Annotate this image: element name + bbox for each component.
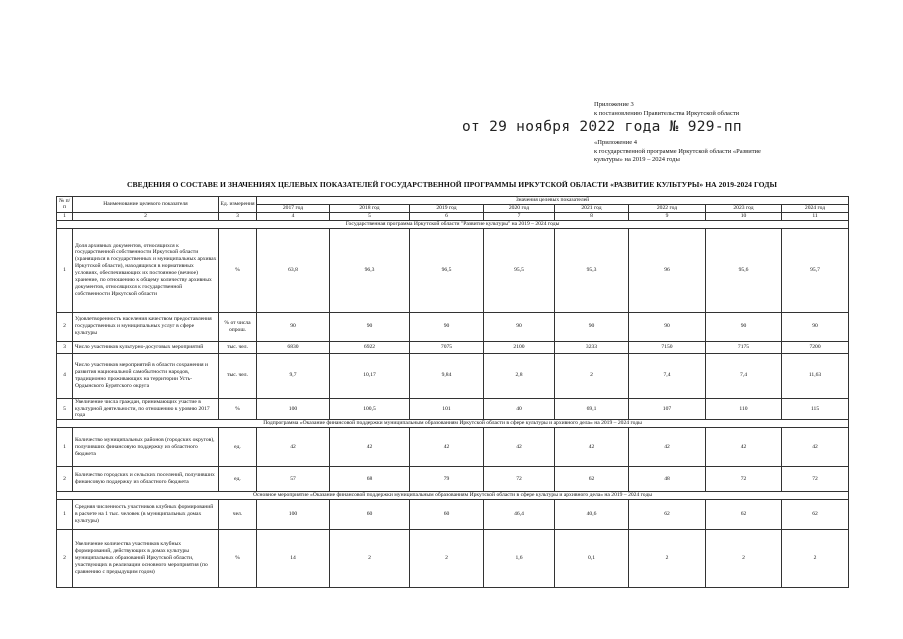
value-cell: 9,84	[410, 353, 484, 398]
value-cell: 100	[257, 500, 330, 530]
unit-cell: тыс. чел.	[219, 341, 257, 353]
appendix-line: Приложение 3	[594, 101, 634, 108]
row-number: 1	[57, 228, 73, 312]
indicator-name: Удовлетворенность населения качеством предоставления государственных и муниципальных услуг в сфере культуры	[73, 312, 219, 341]
value-cell: 42	[257, 428, 330, 467]
row-number: 2	[57, 530, 73, 588]
appendix-line: культуры» на 2019 – 2024 годы	[594, 156, 680, 164]
value-cell: 2	[330, 530, 410, 588]
column-number: 2	[73, 212, 219, 220]
section-title: Подпрограмма «Оказание финансовой поддержки муниципальным образованиям Иркутской области в сфере культуры и архивного дела» на 2019 – 2024 годы	[57, 420, 849, 428]
indicator-name: Число участников мероприятий в области сохранения и развития национальной самобытности народов, традиционно проживающих на территории Усть-Ордынского Бурятского округа	[73, 353, 219, 398]
table-row	[57, 312, 849, 341]
value-cell: 57	[257, 467, 330, 492]
value-cell: 42	[782, 428, 849, 467]
value-cell: 9,7	[257, 353, 330, 398]
value-cell: 63,8	[257, 228, 330, 312]
value-cell: 7,4	[706, 353, 782, 398]
value-cell: 62	[706, 500, 782, 530]
value-cell: 101	[410, 398, 484, 420]
value-cell: 110	[706, 398, 782, 420]
value-cell: 7075	[410, 341, 484, 353]
row-number: 4	[57, 353, 73, 398]
section-title: Основное мероприятие «Оказание финансовой поддержки муниципальным образованиям Иркутской области в сфере культуры и архивного дела» на 2019 – 2024 годы	[57, 492, 849, 500]
value-cell: 90	[629, 312, 706, 341]
unit-cell: %	[219, 530, 257, 588]
table-row	[57, 341, 849, 353]
value-cell: 2,8	[484, 353, 555, 398]
unit-cell: %	[219, 228, 257, 312]
value-cell: 46,4	[484, 500, 555, 530]
value-cell: 7175	[706, 341, 782, 353]
value-cell: 2	[555, 353, 629, 398]
value-cell: 42	[410, 428, 484, 467]
value-cell: 79	[410, 467, 484, 492]
value-cell: 2	[706, 530, 782, 588]
col-header-values: Значения целевых показателей	[257, 197, 849, 205]
value-cell: 3233	[555, 341, 629, 353]
value-cell: 90	[257, 312, 330, 341]
value-cell: 72	[484, 467, 555, 492]
value-cell: 6830	[257, 341, 330, 353]
year-header: 2022 год	[629, 204, 706, 212]
value-cell: 42	[555, 428, 629, 467]
table-row	[57, 398, 849, 420]
unit-cell: чел.	[219, 500, 257, 530]
value-cell: 95,7	[782, 228, 849, 312]
column-number: 9	[629, 212, 706, 220]
value-cell: 95,6	[706, 228, 782, 312]
year-header: 2019 год	[410, 204, 484, 212]
value-cell: 68	[330, 467, 410, 492]
value-cell: 7150	[629, 341, 706, 353]
document-title: СВЕДЕНИЯ О СОСТАВЕ И ЗНАЧЕНИЯХ ЦЕЛЕВЫХ ПОКАЗАТЕЛЕЙ ГОСУДАРСТВЕННОЙ ПРОГРАММЫ ИРКУТСКОЙ ОБЛАСТИ «РАЗВИТИЕ КУЛЬТУРЫ» НА 2019-2024 ГОДЫ	[126, 180, 778, 189]
value-cell: 42	[629, 428, 706, 467]
value-cell: 42	[484, 428, 555, 467]
value-cell: 14	[257, 530, 330, 588]
value-cell: 10,17	[330, 353, 410, 398]
column-number: 1	[57, 212, 73, 220]
appendix-line: к постановлению Правительства Иркутской области	[594, 109, 740, 117]
row-number: 2	[57, 467, 73, 492]
column-number: 11	[782, 212, 849, 220]
value-cell: 107	[629, 398, 706, 420]
year-header: 2023 год	[706, 204, 782, 212]
value-cell: 40	[484, 398, 555, 420]
column-number: 3	[219, 212, 257, 220]
row-number: 5	[57, 398, 73, 420]
table-row	[57, 467, 849, 492]
year-header: 2021 год	[555, 204, 629, 212]
unit-cell: ед.	[219, 428, 257, 467]
section-header-row	[57, 420, 849, 428]
unit-cell: %	[219, 398, 257, 420]
value-cell: 90	[484, 312, 555, 341]
col-header-num: № п/п	[57, 197, 73, 213]
unit-cell: % от числа опрош.	[219, 312, 257, 341]
value-cell: 96,5	[410, 228, 484, 312]
indicator-name: Увеличение числа граждан, принимающих участие в культурной деятельности, по отношению к уровню 2017 года	[73, 398, 219, 420]
table-row	[57, 500, 849, 530]
value-cell: 0,1	[555, 530, 629, 588]
value-cell: 1,6	[484, 530, 555, 588]
table-body	[57, 220, 849, 587]
value-cell: 69,1	[555, 398, 629, 420]
table-row	[57, 228, 849, 312]
value-cell: 62	[555, 467, 629, 492]
value-cell: 96	[629, 228, 706, 312]
value-cell: 6922	[330, 341, 410, 353]
indicator-name: Число участников культурно-досуговых мероприятий	[73, 341, 219, 353]
value-cell: 90	[782, 312, 849, 341]
column-number: 7	[484, 212, 555, 220]
value-cell: 95,5	[484, 228, 555, 312]
value-cell: 2	[629, 530, 706, 588]
year-header: 2017 год	[257, 204, 330, 212]
indicator-name: Количество городских и сельских поселений, получивших финансовую поддержку из областного бюджета	[73, 467, 219, 492]
value-cell: 60	[410, 500, 484, 530]
row-number: 1	[57, 428, 73, 467]
value-cell: 60	[330, 500, 410, 530]
column-numbers-row	[57, 212, 849, 220]
section-title: Государственная программа Иркутской области "Развитие культуры" на 2019 – 2024 годы	[57, 220, 849, 228]
table-row	[57, 530, 849, 588]
value-cell: 100	[257, 398, 330, 420]
unit-cell: тыс. чел.	[219, 353, 257, 398]
value-cell: 42	[706, 428, 782, 467]
value-cell: 96,3	[330, 228, 410, 312]
row-number: 3	[57, 341, 73, 353]
unit-cell: ед.	[219, 467, 257, 492]
appendix-line: «Приложение 4	[594, 139, 638, 146]
value-cell: 72	[782, 467, 849, 492]
value-cell: 90	[330, 312, 410, 341]
indicator-name: Средняя численность участников клубных формирований в расчете на 1 тыс. человек (в муниципальных домах культуры)	[73, 500, 219, 530]
column-number: 4	[257, 212, 330, 220]
value-cell: 2	[410, 530, 484, 588]
value-cell: 90	[706, 312, 782, 341]
value-cell: 11,63	[782, 353, 849, 398]
table-row	[57, 428, 849, 467]
col-header-unit: Ед. измерения	[219, 197, 257, 213]
value-cell: 90	[410, 312, 484, 341]
column-number: 6	[410, 212, 484, 220]
column-number: 5	[330, 212, 410, 220]
column-number: 8	[555, 212, 629, 220]
year-header: 2018 год	[330, 204, 410, 212]
value-cell: 7,4	[629, 353, 706, 398]
indicator-name: Увеличение количества участников клубных формирований, действующих в домах культуры муниципальных образований Иркутской области, участвующих в реализации основного мероприятия (по сравнению с предыдущим годом)	[73, 530, 219, 588]
appendix-4-header	[594, 139, 809, 165]
column-number: 10	[706, 212, 782, 220]
value-cell: 48	[629, 467, 706, 492]
value-cell: 100,5	[330, 398, 410, 420]
table-row	[57, 353, 849, 398]
value-cell: 62	[782, 500, 849, 530]
year-header: 2024 год	[782, 204, 849, 212]
value-cell: 72	[706, 467, 782, 492]
indicator-name: Доля архивных документов, относящихся к государственной собственности Иркутской области (хранящихся в государственных и муниципальных архивах Иркутской области), находящихся в нормативных условиях, обеспечивающих их постоянное (вечное) хранение, по отношению к общему количеству архивных документов, относящихся к государственной собственности Иркутской области	[73, 228, 219, 312]
value-cell: 2	[782, 530, 849, 588]
appendix-line: к государственной программе Иркутской области «Развитие	[594, 147, 761, 155]
value-cell: 90	[555, 312, 629, 341]
appendix-header	[594, 101, 739, 118]
row-number: 1	[57, 500, 73, 530]
value-cell: 95,3	[555, 228, 629, 312]
section-header-row	[57, 220, 849, 228]
value-cell: 2100	[484, 341, 555, 353]
value-cell: 115	[782, 398, 849, 420]
value-cell: 62	[629, 500, 706, 530]
value-cell: 7200	[782, 341, 849, 353]
col-header-name: Наименование целевого показателя	[73, 197, 219, 213]
registration-stamp: от 29 ноября 2022 года № 929-пп	[462, 119, 742, 135]
value-cell: 42	[330, 428, 410, 467]
value-cell: 40,6	[555, 500, 629, 530]
section-header-row	[57, 492, 849, 500]
indicator-name: Количество муниципальных районов (городских округов), получивших финансовую поддержку из областного бюджета	[73, 428, 219, 467]
indicators-table	[56, 196, 849, 588]
year-header: 2020 год	[484, 204, 555, 212]
row-number: 2	[57, 312, 73, 341]
